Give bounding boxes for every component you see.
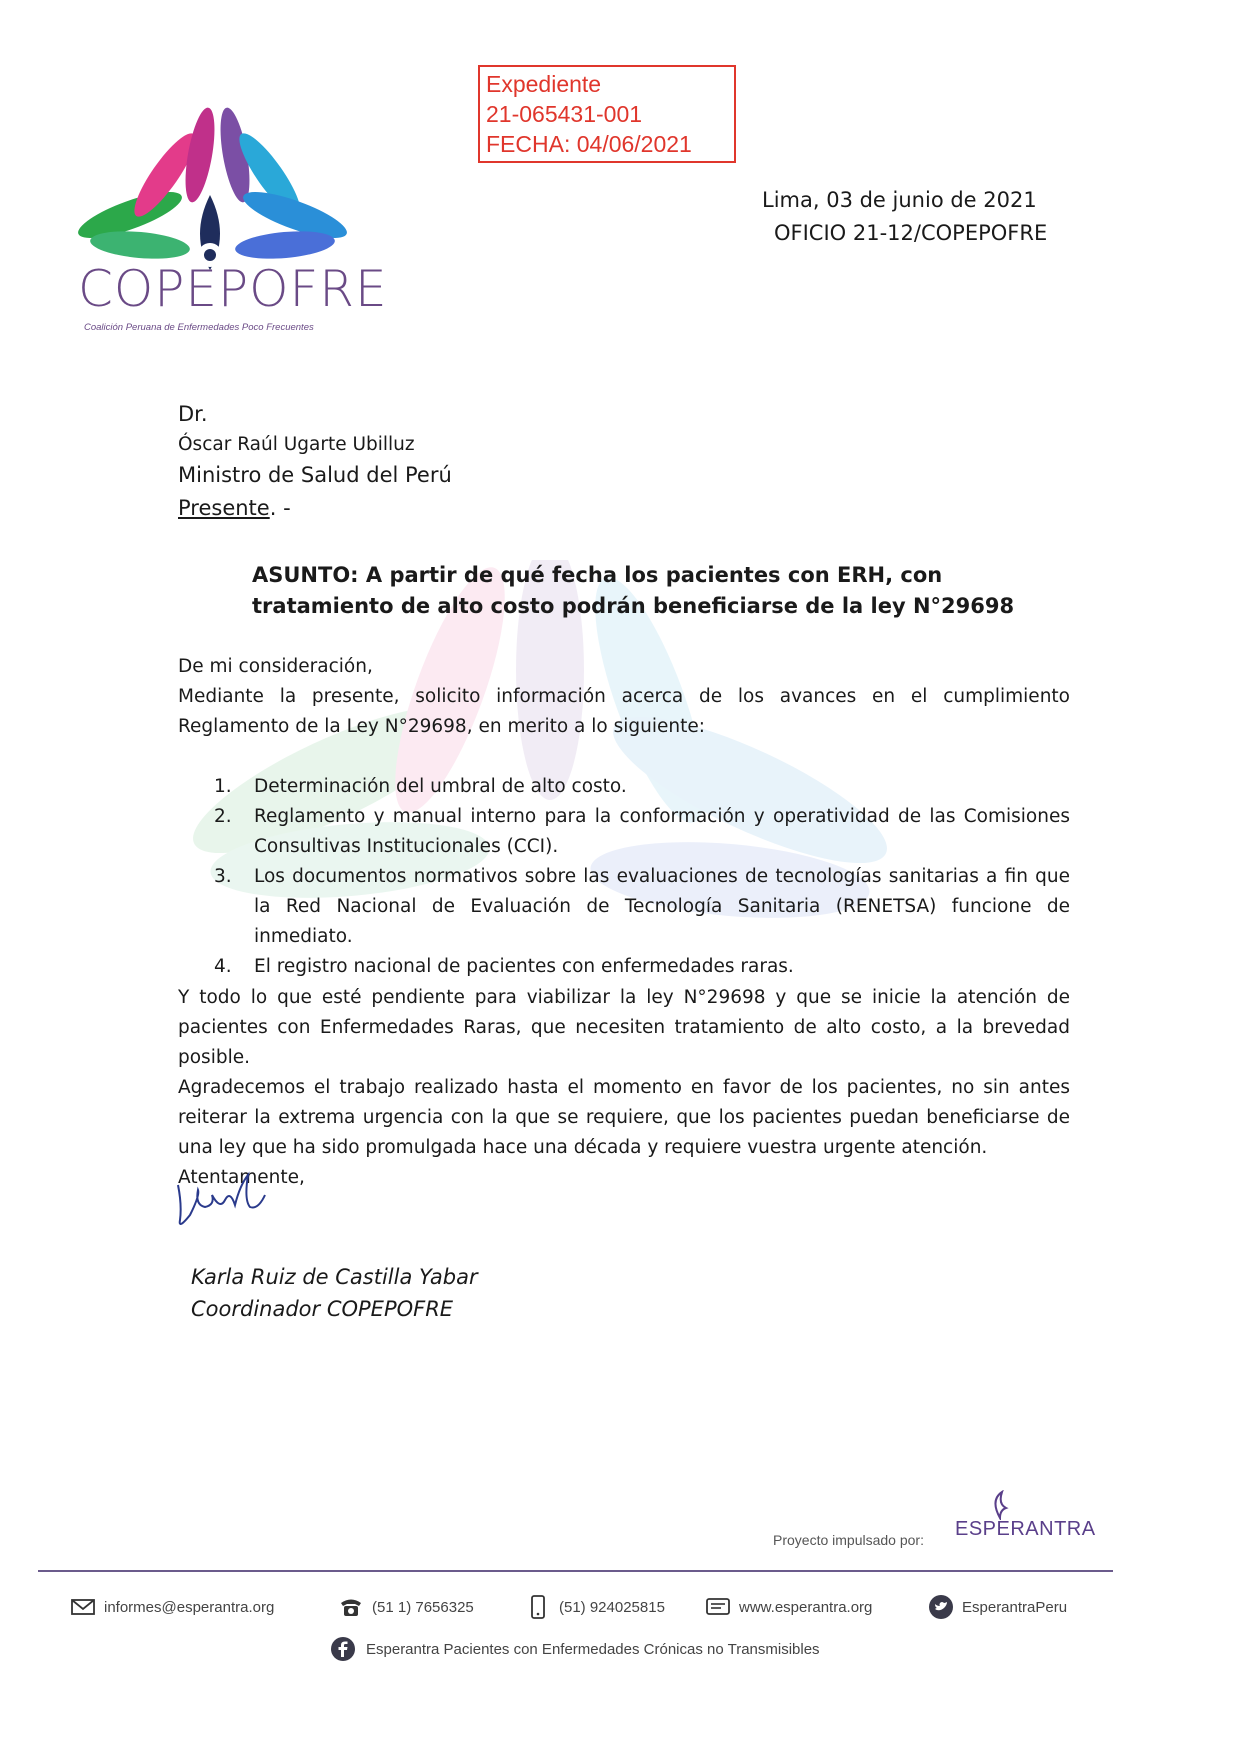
logo-subtitle: Coalición Peruana de Enfermedades Poco Frecuentes [84, 322, 314, 333]
presente-text: Presente [178, 496, 270, 520]
footer-phone[interactable] [338, 1594, 474, 1620]
list-number: 2. [214, 806, 232, 827]
esperantra-logo [945, 1490, 1096, 1550]
paragraph-1: Y todo lo que esté pendiente para viabilizar la ley N°29698 y que se inicie la atención de pacientes con Enfermedades Raras, que necesiten tratamiento de alto costo, a la brevedad posible. [178, 987, 1070, 1068]
footer-web[interactable] [705, 1594, 872, 1620]
addressee-name: Óscar Raúl Ugarte Ubilluz [178, 434, 415, 455]
list-number: 4. [214, 956, 232, 977]
list-text: Reglamento y manual interno para la conformación y operatividad de las Comisiones Consultivas Institucionales (CCI). [254, 806, 1070, 857]
addressee-position: Ministro de Salud del Perú [178, 463, 452, 487]
paragraph-2: Agradecemos el trabajo realizado hasta el momento en favor de los pacientes, no sin antes reiterar la extrema urgencia con la que se requiere, que los pacientes puedan beneficiarse de una ley que ha sido promulgada hace una década y requiere vuestra urgente atención. [178, 1077, 1070, 1158]
list-item [214, 772, 1070, 802]
presente-suffix: . - [269, 496, 291, 520]
addressee-title: Dr. [178, 402, 208, 426]
request-list [214, 772, 1070, 982]
list-item [214, 802, 1070, 862]
intro-paragraph: Mediante la presente, solicito información acerca de los avances en el cumplimiento Reglamento de la Ley N°29698, en merito a lo siguiente: [178, 686, 1070, 737]
letter-date: Lima, 03 de junio de 2021 [762, 188, 1037, 212]
footer-facebook[interactable] [330, 1636, 820, 1662]
facebook-text: Esperantra Pacientes con Enfermedades Crónicas no Transmisibles [366, 1640, 820, 1658]
body-intro [178, 652, 1070, 742]
list-item [214, 862, 1070, 952]
list-text: Determinación del umbral de alto costo. [254, 776, 627, 797]
web-icon [705, 1594, 731, 1620]
closing: Atentamente, [178, 1167, 305, 1188]
asunto-heading: ASUNTO: A partir de qué fecha los pacientes con ERH, con tratamiento de alto costo podrán beneficiarse de la ley N°29698 [252, 563, 1015, 618]
footer-divider [38, 1570, 1113, 1572]
signature-image [170, 1165, 290, 1235]
list-item [214, 952, 1070, 982]
oficio-number: OFICIO 21-12/COPEPOFRE [774, 221, 1048, 245]
esperantra-wordmark: ESPERANTRA [955, 1518, 1096, 1540]
mobile-icon [525, 1594, 551, 1620]
mail-icon [70, 1594, 96, 1620]
presente-line [178, 496, 291, 520]
twitter-text: EsperantraPeru [962, 1598, 1068, 1616]
web-text: www.esperantra.org [739, 1598, 873, 1616]
footer-email[interactable] [70, 1594, 274, 1620]
footer-twitter[interactable] [928, 1594, 1067, 1620]
butterfly-icon [980, 1490, 1020, 1520]
signer-role: Coordinador COPEPOFRE [191, 1297, 454, 1321]
phone-text: (51 1) 7656325 [372, 1598, 474, 1616]
list-number: 1. [214, 776, 232, 797]
stamp-line-3: FECHA: 04/06/2021 [486, 131, 692, 157]
project-label: Proyecto impulsado por: [773, 1532, 924, 1548]
list-text: Los documentos normativos sobre las evaluaciones de tecnologías sanitarias a fin que la Red Nacional de Evaluación de Tecnología Sanitaria (RENETSA) funcione de inmediato. [254, 866, 1070, 947]
stamp-line-2: 21-065431-001 [486, 101, 643, 127]
list-number: 3. [214, 866, 232, 887]
signer-name: Karla Ruiz de Castilla Yabar [191, 1265, 478, 1289]
body-closing [178, 983, 1070, 1193]
mobile-text: (51) 924025815 [559, 1598, 665, 1616]
email-text: informes@esperantra.org [104, 1598, 275, 1616]
expediente-stamp [478, 65, 736, 163]
phone-icon [338, 1594, 364, 1620]
greeting: De mi consideración, [178, 656, 373, 677]
footer-mobile[interactable] [525, 1594, 665, 1620]
twitter-icon [928, 1594, 954, 1620]
stamp-line-1: Expediente [486, 71, 602, 97]
facebook-icon [330, 1636, 356, 1662]
logo-name: COPEPOFRE [78, 260, 388, 318]
list-text: El registro nacional de pacientes con enfermedades raras. [254, 956, 794, 977]
